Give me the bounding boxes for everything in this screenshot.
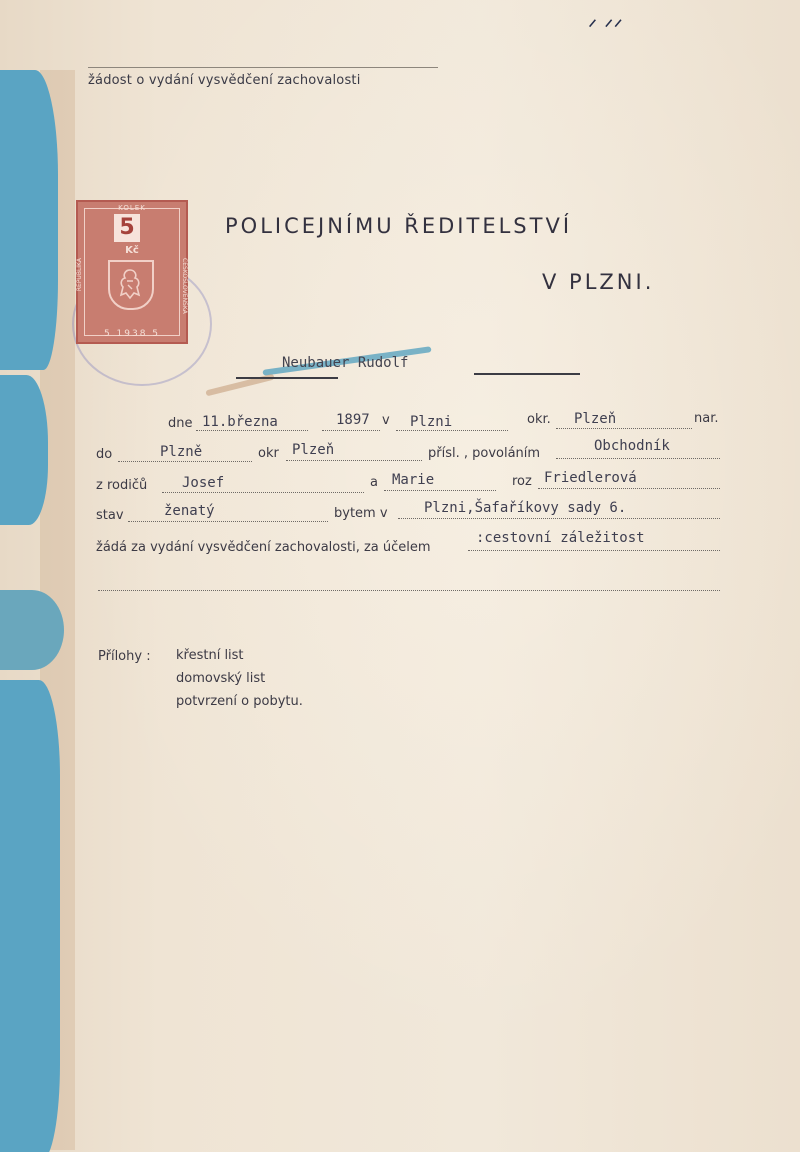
belongs-district: Plzeň (292, 442, 335, 458)
address-field (398, 518, 720, 519)
born-label: nar. (694, 411, 719, 426)
occupation-label: přísl. , povoláním (428, 446, 541, 461)
in-label: v (382, 413, 390, 428)
mother-maiden-name: Friedlerová (544, 470, 637, 486)
stamp-side-left: REPUBLIKA (76, 258, 83, 292)
birthplace-field (396, 430, 508, 431)
address: Plzni,Šafaříkovy sady 6. (424, 500, 627, 516)
birth-day: 11.března (202, 414, 278, 430)
day-field (196, 430, 308, 431)
stamp-value: 5 (114, 214, 140, 242)
revenue-stamp (76, 200, 188, 344)
belongs-district-field (286, 460, 422, 461)
purpose-field (468, 550, 720, 551)
belongs-district-label: okr (258, 446, 279, 461)
addressee-line-1: POLICEJNÍMU ŘEDITELSTVÍ (225, 214, 573, 238)
nee-label: roz (512, 474, 532, 489)
and-label: a (370, 475, 378, 490)
attachment-item: křestní list (176, 648, 244, 663)
status-label: stav (96, 508, 124, 523)
attachments-label: Přílohy : (98, 649, 151, 664)
belongs-place-field (118, 461, 252, 462)
marital-status: ženatý (164, 503, 215, 519)
attachment-item: potvrzení o pobytu. (176, 694, 303, 709)
request-label: žádá za vydání vysvědčení zachovalosti, za účelem (96, 540, 431, 555)
day-label: dne (168, 416, 193, 431)
stamp-currency: Kč (125, 245, 139, 256)
birth-year: 1897 (336, 412, 370, 428)
applicant-name: Neubauer Rudolf (282, 355, 409, 371)
belongs-place: Plzně (160, 444, 203, 460)
birth-district: Plzeň (574, 411, 617, 427)
mother-field (384, 490, 496, 491)
father-field (162, 492, 364, 493)
status-field (128, 521, 328, 522)
birthplace: Plzni (410, 414, 453, 430)
torn-left-edge (0, 70, 70, 1150)
occupation-field (556, 458, 720, 459)
extra-line (98, 590, 720, 591)
address-label: bytem v (334, 506, 388, 521)
district-label: okr. (527, 412, 551, 427)
father-name: Josef (182, 475, 225, 491)
to-label: do (96, 447, 113, 462)
form-title: žádost o vydání vysvědčení zachovalosti (88, 73, 361, 88)
parents-label: z rodičů (96, 478, 148, 493)
addressee-line-2: V PLZNI. (542, 270, 655, 294)
attachment-item: domovský list (176, 671, 266, 686)
stamp-year: 5 1938 5 (103, 329, 161, 339)
mother-name: Marie (392, 472, 435, 488)
stamp-side-right: ČESKOSLOVENSKÁ (181, 258, 188, 314)
stamp-word: KOLEK (118, 204, 146, 212)
ink-mark: ᐟ ᐟᐟ (588, 16, 623, 41)
name-rule-left (236, 377, 338, 379)
maiden-name-field (538, 488, 720, 489)
occupation: Obchodník (594, 438, 670, 454)
lion-crest-icon (108, 260, 154, 310)
form-title-rule (88, 67, 438, 68)
year-field (322, 430, 380, 431)
district-field (556, 428, 692, 429)
name-rule-right (474, 373, 580, 375)
purpose: :cestovní záležitost (476, 530, 645, 546)
